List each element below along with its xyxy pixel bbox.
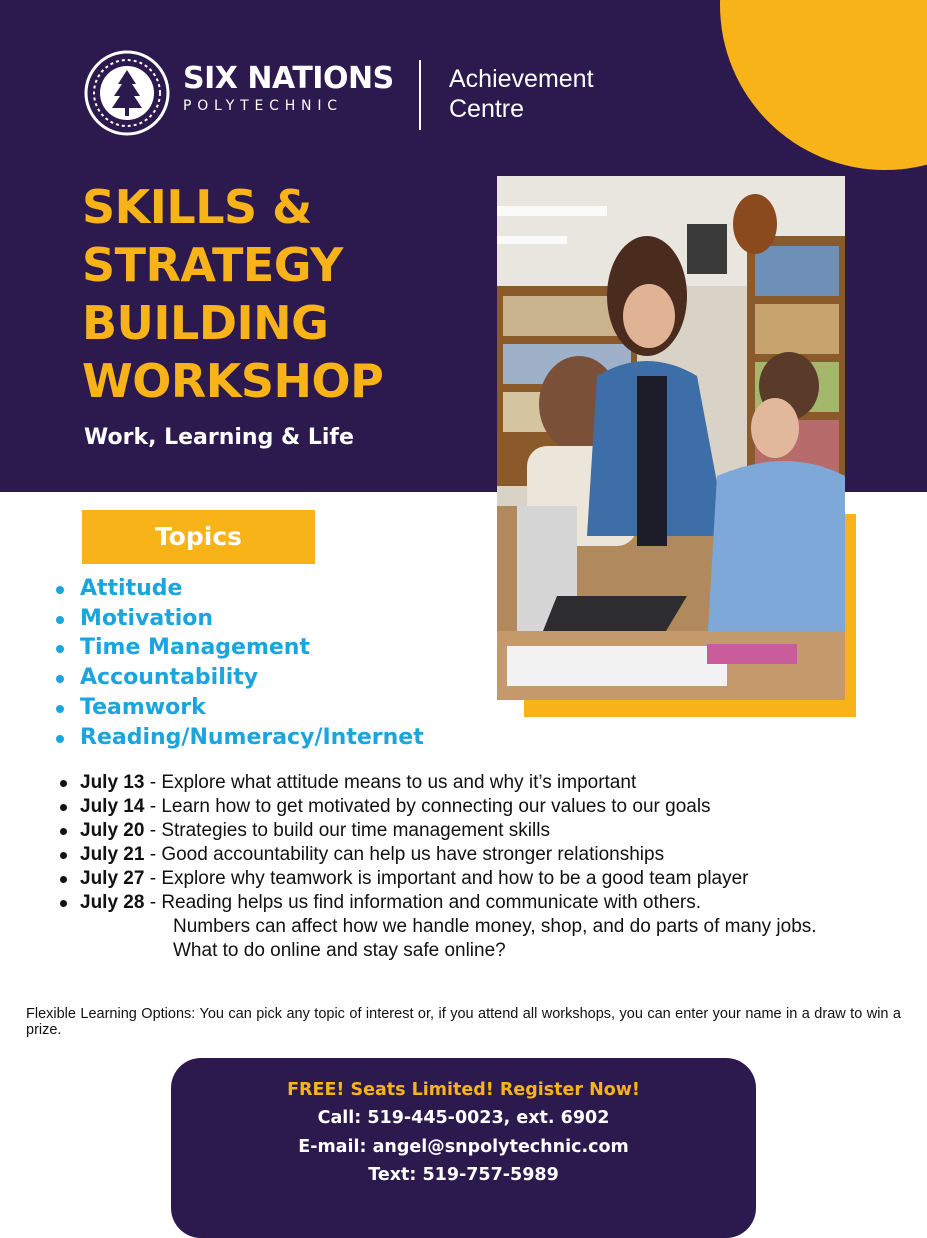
flexible-learning-note bbox=[26, 1006, 901, 1038]
title-line: SKILLS & bbox=[82, 180, 312, 234]
page-subtitle: Work, Learning & Life bbox=[84, 425, 354, 450]
workshop-photo bbox=[497, 176, 845, 700]
flexible-text: You can pick any topic of interest or, if you attend all workshops, you can enter your name in a draw to win a prize. bbox=[26, 1006, 901, 1038]
six-nations-logo-icon bbox=[84, 50, 170, 136]
text-line: Text: 519-757-5989 bbox=[368, 1165, 559, 1185]
topics-list bbox=[56, 574, 424, 752]
schedule-text: - Learn how to get motivated by connecting our values to our goals bbox=[144, 796, 711, 817]
register-cta: FREE! Seats Limited! Register Now! bbox=[287, 1080, 640, 1100]
title-line: STRATEGY bbox=[82, 238, 343, 292]
page-title bbox=[82, 178, 383, 410]
list-item: Motivation bbox=[56, 604, 424, 634]
schedule-text: - Good accountability can help us have stronger relationships bbox=[144, 844, 665, 865]
topics-heading: Topics bbox=[82, 510, 315, 564]
schedule-text-continued: Numbers can affect how we handle money, shop, and do parts of many jobs. bbox=[173, 916, 817, 937]
schedule-list bbox=[60, 771, 817, 963]
contact-box bbox=[171, 1058, 756, 1238]
title-line: BUILDING bbox=[82, 296, 329, 350]
list-item: Accountability bbox=[56, 663, 424, 693]
schedule-date: July 14 bbox=[80, 796, 145, 817]
list-item: Reading/Numeracy/Internet bbox=[56, 723, 424, 753]
schedule-date: July 28 bbox=[80, 892, 145, 913]
header-divider bbox=[419, 60, 421, 130]
brand-wordmark bbox=[183, 62, 394, 114]
schedule-text: - Explore what attitude means to us and why it’s important bbox=[144, 772, 637, 793]
list-item: Attitude bbox=[56, 574, 424, 604]
brand-subtitle: POLYTECHNIC bbox=[183, 98, 343, 114]
list-item: Teamwork bbox=[56, 693, 424, 723]
schedule-date: July 21 bbox=[80, 844, 145, 865]
schedule-date: July 13 bbox=[80, 772, 145, 793]
list-item: Time Management bbox=[56, 633, 424, 663]
schedule-text-continued: What to do online and stay safe online? bbox=[173, 940, 506, 961]
phone-line: Call: 519-445-0023, ext. 6902 bbox=[317, 1108, 610, 1128]
brand-name: SIX NATIONS bbox=[183, 61, 394, 96]
schedule-text: - Reading helps us find information and communicate with others. bbox=[144, 892, 702, 913]
schedule-item bbox=[60, 843, 817, 867]
email-line: E-mail: angel@snpolytechnic.com bbox=[298, 1136, 629, 1157]
schedule-item bbox=[60, 891, 817, 963]
achievement-centre-label bbox=[449, 64, 594, 124]
schedule-text: - Explore why teamwork is important and how to be a good team player bbox=[144, 868, 749, 889]
centre-line-2: Centre bbox=[449, 95, 525, 123]
schedule-date: July 20 bbox=[80, 820, 145, 841]
schedule-text: - Strategies to build our time management skills bbox=[144, 820, 550, 841]
schedule-item bbox=[60, 771, 817, 795]
gold-circle-decoration bbox=[720, 0, 927, 170]
schedule-date: July 27 bbox=[80, 868, 145, 889]
title-line: WORKSHOP bbox=[82, 354, 384, 408]
centre-line-1: Achievement bbox=[449, 65, 594, 93]
schedule-item bbox=[60, 795, 817, 819]
schedule-item bbox=[60, 867, 817, 891]
schedule-item bbox=[60, 819, 817, 843]
flexible-label: Flexible Learning Options: bbox=[26, 1006, 196, 1022]
